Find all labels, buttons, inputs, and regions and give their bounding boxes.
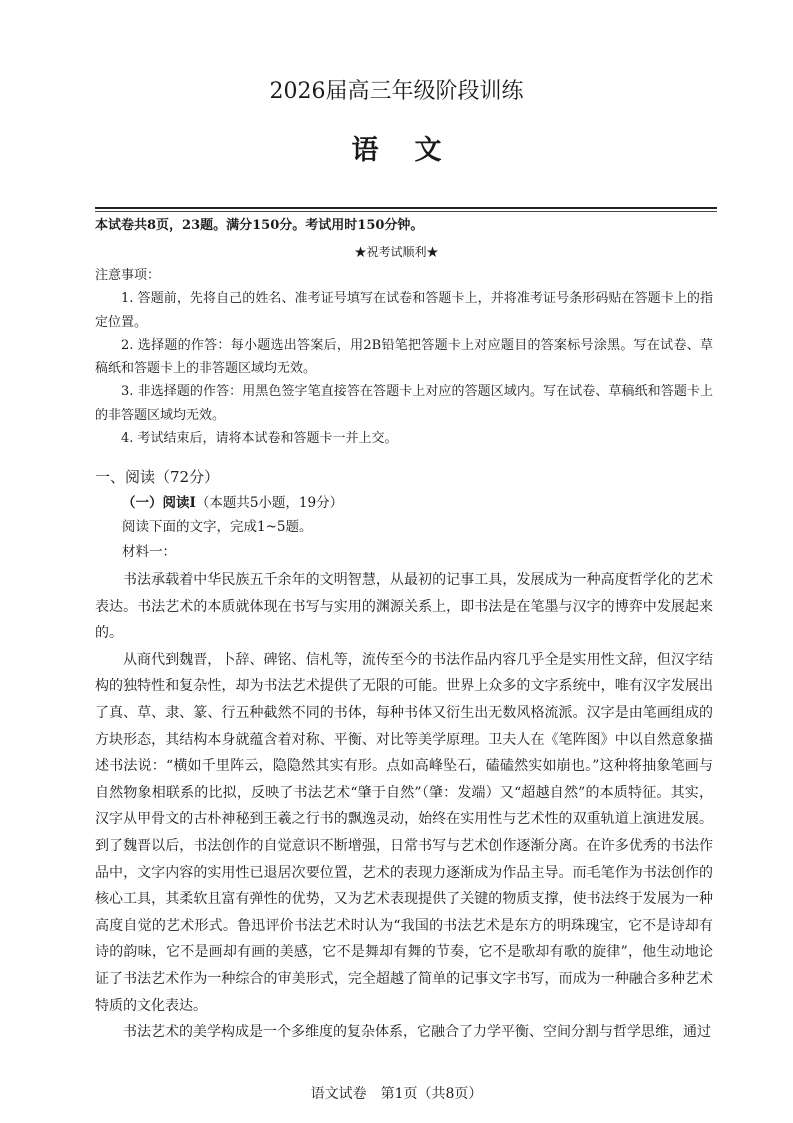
instruction-item: 2. 选择题的作答：每小题选出答案后，用2B铅笔把答题卡上对应题目的答案标号涂黑。写在试卷、草稿纸和答题卡上的非答题区域均无效。 bbox=[95, 337, 713, 377]
instruction-item: 1. 答题前，先将自己的姓名、准考证号填写在试卷和答题卡上，并将准考证号条形码贴在答题卡上的指定位置。 bbox=[95, 291, 713, 330]
exam-info: 本试卷共8页，23题。满分150分。考试用时150分钟。 bbox=[95, 218, 424, 233]
page-footer: 语文试卷 第1页（共8页） bbox=[310, 1086, 483, 1102]
instructions-heading: 注意事项： bbox=[95, 268, 161, 283]
paragraph: 书法艺术的美学构成是一个多维度的复杂体系，它融合了力学平衡、空间分割与哲学思维，通过 bbox=[123, 1024, 711, 1041]
part-note: （本题共5小题，19分） bbox=[195, 495, 344, 511]
instructions bbox=[95, 264, 713, 450]
divider-thin bbox=[95, 211, 717, 212]
subject-title: 语文 bbox=[351, 135, 478, 166]
paragraph: 从商代到魏晋，卜辞、碑铭、信札等，流传至今的书法作品内容几乎全是实用性文辞，但汉字结构的独特性和复杂性，却为书法艺术提供了无限的可能。世界上众多的文字系统中，唯有汉字发展出了真、草、隶、篆、行五种截然不同的书体，每种书体又衍生出无数风格流派。汉字是由笔画组成的方块形态，其结构本身就蕴含着对称、平衡、对比等美学原理。卫夫人在《笔阵图》中以自然意象描述书法说：“横如千里阵云，隐隐然其实有形。点如高峰坠石，磕磕然实如崩也。”这种将抽象笔画与自然物象相联系的比拟，反映了书法艺术“肇于自然”（肇：发端）又“超越自然”的本质特征。其实，汉字从甲骨文的古朴神秘到王羲之行书的飘逸灵动，始终在实用性与艺术性的双重轨道上演进发展。到了魏晋以后，书法创作的自觉意识不断增强，日常书写与艺术创作逐渐分离。在许多优秀的书法作品中，文字内容的实用性已退居次要位置，艺术的表现力逐渐成为作品主导。而毛笔作为书法创作的核心工具，其柔软且富有弹性的优势，又为艺术表现提供了关键的物质支撑，使书法终于发展为一种高度自觉的艺术形式。鲁迅评价书法艺术时认为“我国的书法艺术是东方的明珠瑰宝，它不是诗却有诗的韵味，它不是画却有画的美感，它不是舞却有舞的节奏，它不是歌却有歌的旋律”，他生动地论证了书法艺术作为一种综合的审美形式，完全超越了简单的记事文字书写，而成为一种融合多种艺术特质的文化表达。 bbox=[95, 651, 713, 1014]
material-label: 材料一： bbox=[122, 544, 176, 560]
part-heading bbox=[122, 491, 343, 511]
divider-thick bbox=[95, 207, 717, 209]
reading-instruction: 阅读下面的文字，完成1~5题。 bbox=[122, 519, 313, 535]
paragraph: 书法承载着中华民族五千余年的文明智慧，从最初的记事工具，发展成为一种高度哲学化的艺术表达。书法艺术的本质就体现在书写与实用的渊源关系上，即书法是在笔墨与汉字的博弈中发展起来的。 bbox=[95, 572, 713, 642]
section-title: 一、阅读（72分） bbox=[95, 468, 220, 486]
instruction-item: 4. 考试结束后，请将本试卷和答题卡一并上交。 bbox=[121, 431, 398, 447]
good-luck-banner: ★祝考试顺利★ bbox=[354, 245, 439, 259]
material-text bbox=[95, 567, 713, 1046]
part-label: （一）阅读Ⅰ bbox=[122, 495, 196, 511]
instruction-item: 3. 非选择题的作答：用黑色签字笔直接答在答题卡上对应的答题区域内。写在试卷、草稿纸和答题卡上的非答题区域均无效。 bbox=[95, 384, 713, 423]
exam-title: 2026届高三年级阶段训练 bbox=[269, 79, 524, 104]
